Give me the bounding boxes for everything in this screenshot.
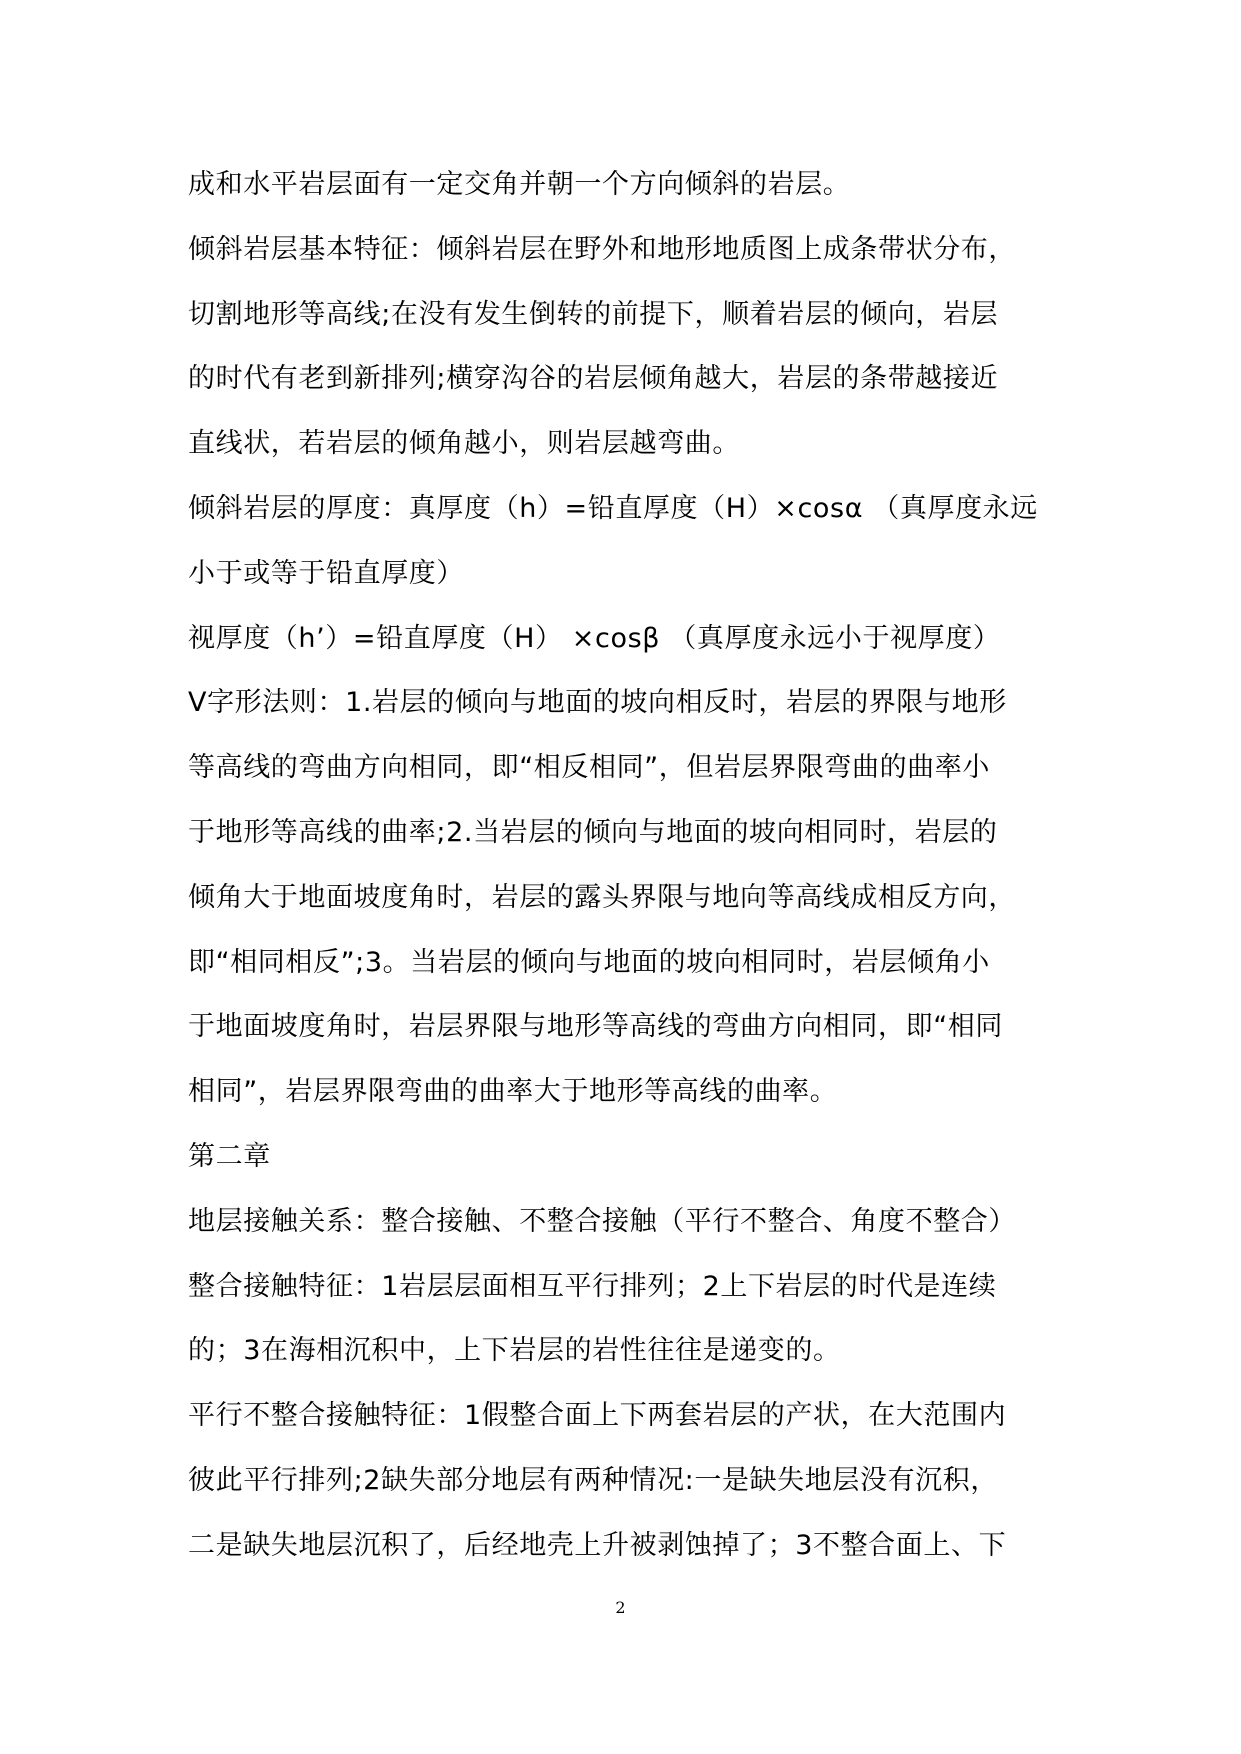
text-line: 即“相同相反”;3。当岩层的倾向与地面的坡向相同时，岩层倾角小 [188, 946, 990, 978]
text-line: 的；3在海相沉积中，上下岩层的岩性往往是递变的。 [188, 1335, 841, 1367]
text-line: 小于或等于铅直厚度） [188, 557, 464, 589]
text-line: V字形法则：1.岩层的倾向与地面的坡向相反时，岩层的界限与地形 [188, 687, 1007, 719]
text-line: 视厚度（h’）=铅直厚度（H） ×cosβ （真厚度永远小于视厚度） [188, 622, 1001, 654]
text-line: 倾斜岩层的厚度：真厚度（h）=铅直厚度（H）×cosα （真厚度永远 [188, 492, 1038, 524]
text-line: 二是缺失地层沉积了，后经地壳上升被剥蚀掉了；3不整合面上、下 [188, 1529, 1007, 1561]
text-line: 于地形等高线的曲率;2.当岩层的倾向与地面的坡向相同时，岩层的 [188, 816, 998, 848]
text-line: 等高线的弯曲方向相同，即“相反相同”，但岩层界限弯曲的曲率小 [188, 752, 990, 784]
page-number: 2 [615, 1598, 626, 1617]
text-line: 的时代有老到新排列;横穿沟谷的岩层倾角越大，岩层的条带越接近 [188, 363, 999, 395]
text-line: 切割地形等高线;在没有发生倒转的前提下，顺着岩层的倾向，岩层 [188, 298, 999, 330]
body-text [188, 153, 1068, 1579]
text-line: 倾斜岩层基本特征：倾斜岩层在野外和地形地质图上成条带状分布， [188, 233, 1016, 265]
text-line: 彼此平行排列;2缺失部分地层有两种情况:一是缺失地层没有沉积， [188, 1464, 998, 1496]
text-line: 成和水平岩层面有一定交角并朝一个方向倾斜的岩层。 [188, 169, 851, 200]
text-line: 平行不整合接触特征：1假整合面上下两套岩层的产状，在大范围内 [188, 1400, 1007, 1432]
text-line: 整合接触特征：1岩层层面相互平行排列；2上下岩层的时代是连续 [188, 1270, 997, 1302]
text-line: 地层接触关系：整合接触、不整合接触（平行不整合、角度不整合） [188, 1205, 1016, 1237]
chapter-heading: 第二章 [188, 1140, 271, 1172]
text-line: 相同”，岩层界限弯曲的曲率大于地形等高线的曲率。 [188, 1076, 838, 1108]
text-line: 于地面坡度角时，岩层界限与地形等高线的弯曲方向相同，即“相同 [188, 1011, 1003, 1043]
text-line: 倾角大于地面坡度角时，岩层的露头界限与地向等高线成相反方向， [188, 881, 1016, 913]
text-line: 直线状，若岩层的倾角越小，则岩层越弯曲。 [188, 428, 740, 460]
